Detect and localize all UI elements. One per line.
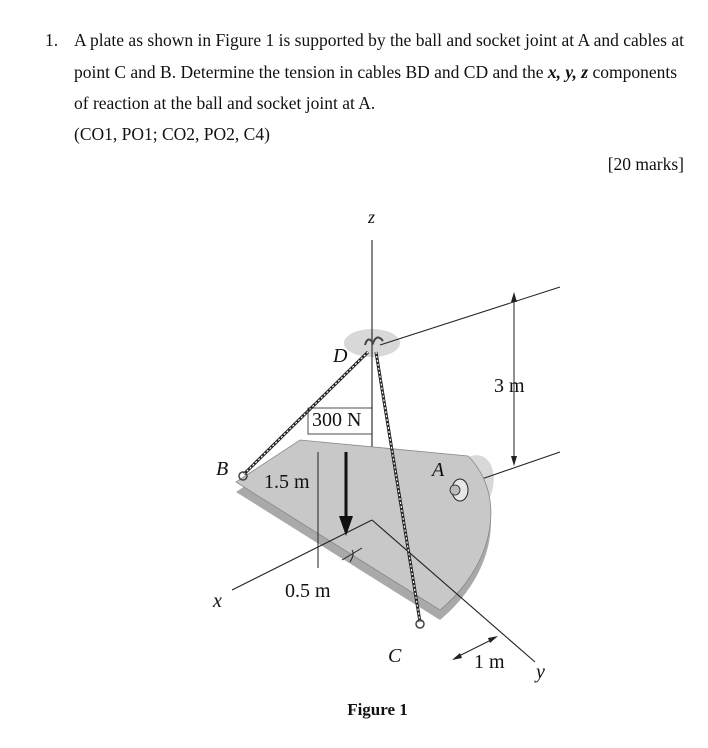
figure-caption [0,700,708,720]
question-number: 1. [45,30,59,50]
ball-A [450,485,460,495]
label-z-axis: z [368,207,376,227]
arrowhead-1m-right [488,636,498,643]
label-D: D [333,345,348,367]
arrowhead-down [511,456,517,466]
label-A: A [432,459,445,481]
question-line-1: A plate as shown in Figure 1 is supported by the ball and socket joint at A and cables at [74,30,684,50]
label-1m: 1 m [474,651,505,673]
question-line-3: of reaction at the ball and socket joint at A. [74,93,376,113]
label-1-5m: 1.5 m [264,471,310,493]
label-y-axis: y [536,661,545,683]
label-300N: 300 N [312,409,362,431]
label-3m: 3 m [494,375,525,397]
figure-caption-text: Figure 1 [347,700,408,719]
arrowhead-1m-left [452,653,462,660]
course-outcomes: (CO1, PO1; CO2, PO2, C4) [74,124,270,144]
xyz-components: x, y, z [547,62,589,82]
label-B: B [216,458,229,480]
question-line-2-pre: point C and B. Determine the tension in cables BD and CD and the [74,62,548,82]
plate-top [236,440,491,610]
question-line-2-post: components [588,62,678,82]
top-reference-line [380,287,560,345]
marks-label: [20 marks] [607,154,684,174]
label-x-axis: x [213,590,222,612]
arrowhead-up [511,292,517,302]
label-C: C [388,645,402,667]
label-0-5m: 0.5 m [285,580,331,602]
